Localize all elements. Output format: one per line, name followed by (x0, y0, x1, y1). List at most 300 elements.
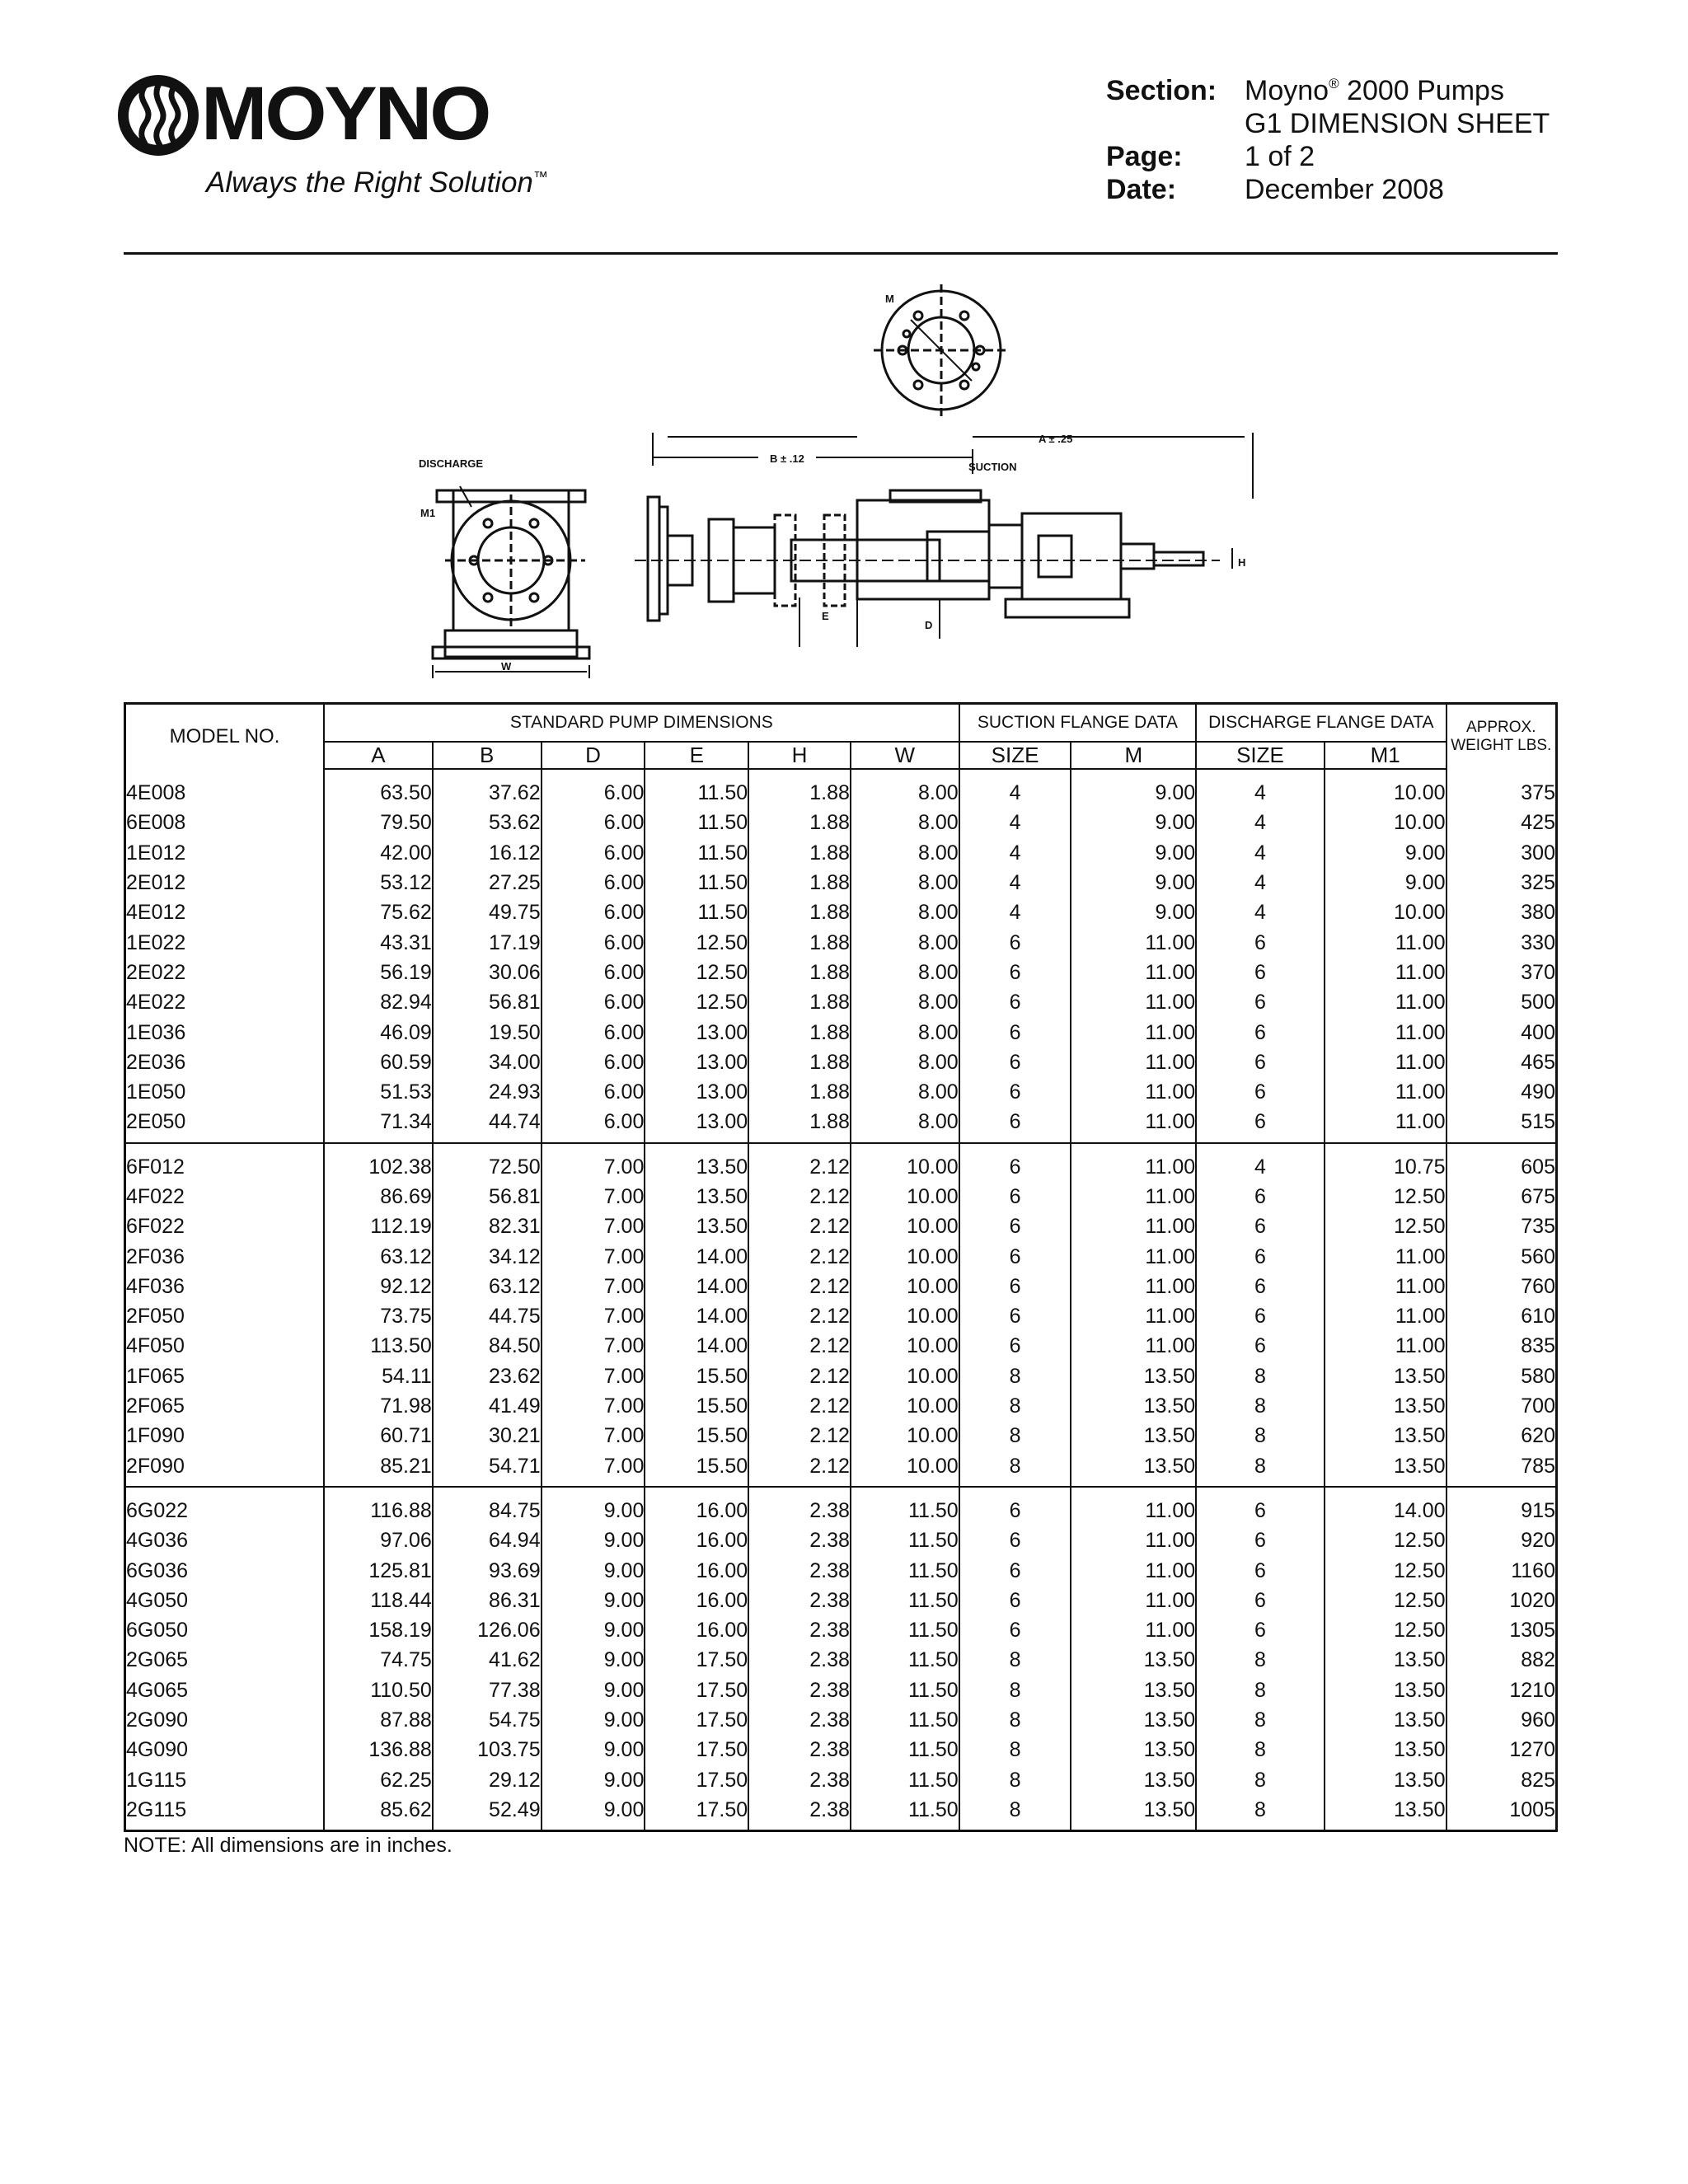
model-number-cell: 1E012 (126, 841, 186, 865)
table-cell: 11.00 (1071, 1047, 1196, 1077)
column-header: E (645, 742, 748, 769)
table-cell: 2.38 (748, 1487, 851, 1526)
table-cell: 44.75 (433, 1301, 542, 1331)
column-header: H (748, 742, 851, 769)
model-number-cell: 2E012 (126, 871, 186, 895)
table-cell: 4 (1196, 838, 1325, 868)
table-cell: 34.12 (433, 1241, 542, 1271)
table-cell: 12.50 (645, 958, 748, 987)
table-cell: 6 (1196, 1487, 1325, 1526)
table-cell: 12.50 (1325, 1526, 1447, 1555)
table-row (125, 1182, 1557, 1212)
table-cell: 6 (1196, 1107, 1325, 1142)
table-cell: 1.88 (748, 1077, 851, 1107)
model-group (125, 1143, 1557, 1487)
table-cell: 10.00 (851, 1143, 959, 1182)
table-cell: 9.00 (542, 1675, 645, 1705)
table-cell: 4 (1196, 898, 1325, 927)
table-cell: 13.50 (1325, 1675, 1447, 1705)
table-cell: 6 (959, 1487, 1071, 1526)
section-label: Section: (1106, 75, 1217, 106)
table-cell: 8 (959, 1645, 1071, 1675)
table-cell: 9.00 (1071, 868, 1196, 898)
table-cell: 1160 (1447, 1555, 1557, 1585)
table-cell: 30.06 (433, 958, 542, 987)
table-cell: 12.50 (645, 987, 748, 1017)
table-cell: 14.00 (645, 1272, 748, 1301)
table-cell: 6 (959, 1301, 1071, 1331)
table-cell: 8 (959, 1361, 1071, 1391)
m-label: M (885, 293, 894, 305)
table-cell: 1.88 (748, 769, 851, 808)
table-cell: 8 (959, 1451, 1071, 1487)
table-cell: 9.00 (542, 1645, 645, 1675)
table-cell: 13.00 (645, 1017, 748, 1047)
table-cell: 8.00 (851, 1047, 959, 1077)
model-group (125, 769, 1557, 1143)
table-cell: 13.50 (1325, 1391, 1447, 1421)
table-cell: 1.88 (748, 1047, 851, 1077)
table-cell: 97.06 (324, 1526, 433, 1555)
table-cell: 9.00 (1071, 808, 1196, 837)
table-cell: 2.12 (748, 1331, 851, 1361)
table-cell: 54.11 (324, 1361, 433, 1391)
document-meta (1106, 74, 1550, 206)
table-cell: 4 (1196, 769, 1325, 808)
table-cell: 14.00 (645, 1241, 748, 1271)
table-cell: 2.38 (748, 1675, 851, 1705)
table-cell: 465 (1447, 1047, 1557, 1077)
table-cell: 16.00 (645, 1555, 748, 1585)
header-rule (124, 252, 1558, 255)
table-cell: 37.62 (433, 769, 542, 808)
table-row (125, 1586, 1557, 1615)
table-cell: 13.50 (645, 1143, 748, 1182)
table-cell: 6 (959, 1555, 1071, 1585)
table-cell: 30.21 (433, 1421, 542, 1451)
table-cell: 11.00 (1325, 958, 1447, 987)
model-number-cell: 4E022 (126, 991, 186, 1015)
table-row (125, 1735, 1557, 1765)
table-cell: 11.00 (1325, 1331, 1447, 1361)
table-cell: 11.50 (851, 1645, 959, 1675)
table-row (125, 1212, 1557, 1241)
table-cell: 380 (1447, 898, 1557, 927)
table-cell: 116.88 (324, 1487, 433, 1526)
table-cell: 17.50 (645, 1765, 748, 1795)
table-cell: 7.00 (542, 1241, 645, 1271)
table-cell: 6 (959, 958, 1071, 987)
m1-label: M1 (420, 507, 436, 519)
table-cell: 2.12 (748, 1301, 851, 1331)
table-cell: 4 (1196, 808, 1325, 837)
table-cell: 785 (1447, 1451, 1557, 1487)
table-cell: 8.00 (851, 1077, 959, 1107)
table-cell: 13.50 (1071, 1675, 1196, 1705)
model-number-cell: 6G036 (126, 1558, 189, 1582)
table-cell: 12.50 (645, 927, 748, 957)
table-cell: 11.00 (1071, 1143, 1196, 1182)
table-cell: 13.00 (645, 1047, 748, 1077)
model-number-cell: 4G090 (126, 1738, 189, 1762)
model-number-cell: 2G115 (126, 1797, 187, 1821)
table-cell: 11.00 (1071, 1331, 1196, 1361)
table-cell: 9.00 (1325, 868, 1447, 898)
table-row (125, 987, 1557, 1017)
table-cell: 54.75 (433, 1705, 542, 1735)
table-row (125, 1361, 1557, 1391)
section-value: Moyno® 2000 Pumps (1245, 75, 1504, 106)
table-cell: 63.12 (433, 1272, 542, 1301)
table-cell: 882 (1447, 1645, 1557, 1675)
table-cell: 11.00 (1071, 1272, 1196, 1301)
table-cell: 11.00 (1071, 1487, 1196, 1526)
table-cell: 300 (1447, 838, 1557, 868)
table-cell: 11.50 (645, 838, 748, 868)
table-cell: 13.50 (645, 1182, 748, 1212)
table-cell: 10.00 (851, 1241, 959, 1271)
model-number-cell: 1G115 (126, 1768, 187, 1792)
table-cell: 16.00 (645, 1586, 748, 1615)
table-cell: 9.00 (542, 1765, 645, 1795)
tagline: Always the Right Solution™ (206, 166, 548, 199)
table-cell: 325 (1447, 868, 1557, 898)
pump-dimension-drawing (396, 284, 1352, 680)
table-cell: 7.00 (542, 1421, 645, 1451)
table-cell: 71.98 (324, 1391, 433, 1421)
table-cell: 85.21 (324, 1451, 433, 1487)
table-cell: 118.44 (324, 1586, 433, 1615)
table-cell: 11.50 (851, 1795, 959, 1831)
table-cell: 13.00 (645, 1077, 748, 1107)
table-cell: 71.34 (324, 1107, 433, 1142)
table-cell: 515 (1447, 1107, 1557, 1142)
table-cell: 12.50 (1325, 1586, 1447, 1615)
table-cell: 13.50 (1325, 1421, 1447, 1451)
table-cell: 2.38 (748, 1645, 851, 1675)
table-cell: 6 (959, 1586, 1071, 1615)
table-cell: 10.00 (851, 1331, 959, 1361)
table-cell: 136.88 (324, 1735, 433, 1765)
table-cell: 11.00 (1325, 1077, 1447, 1107)
table-cell: 6 (1196, 1077, 1325, 1107)
table-cell: 6 (1196, 1182, 1325, 1212)
table-cell: 11.00 (1071, 987, 1196, 1017)
table-cell: 8 (959, 1675, 1071, 1705)
table-cell: 1.88 (748, 958, 851, 987)
table-cell: 8.00 (851, 769, 959, 808)
table-cell: 6 (959, 1017, 1071, 1047)
suction-flange-header: SUCTION FLANGE DATA (959, 704, 1196, 743)
table-cell: 158.19 (324, 1615, 433, 1645)
table-cell: 6 (1196, 1241, 1325, 1271)
table-cell: 51.53 (324, 1077, 433, 1107)
table-cell: 15.50 (645, 1391, 748, 1421)
model-number-cell: 1E022 (126, 930, 186, 954)
model-number-cell: 1F090 (126, 1424, 185, 1448)
table-cell: 44.74 (433, 1107, 542, 1142)
table-row (125, 808, 1557, 837)
table-cell: 82.94 (324, 987, 433, 1017)
table-cell: 112.19 (324, 1212, 433, 1241)
table-row (125, 1526, 1557, 1555)
table-cell: 7.00 (542, 1331, 645, 1361)
table-cell: 63.12 (324, 1241, 433, 1271)
table-cell: 84.75 (433, 1487, 542, 1526)
table-cell: 6.00 (542, 838, 645, 868)
table-cell: 2.38 (748, 1555, 851, 1585)
suction-label: SUCTION (968, 461, 1017, 473)
table-cell: 700 (1447, 1391, 1557, 1421)
table-cell: 1270 (1447, 1735, 1557, 1765)
table-cell: 11.00 (1325, 1017, 1447, 1047)
table-cell: 15.50 (645, 1421, 748, 1451)
table-row (125, 1272, 1557, 1301)
table-cell: 60.59 (324, 1047, 433, 1077)
table-cell: 12.50 (1325, 1182, 1447, 1212)
table-cell: 93.69 (433, 1555, 542, 1585)
table-cell: 4 (1196, 1143, 1325, 1182)
discharge-flange-header: DISCHARGE FLANGE DATA (1196, 704, 1446, 743)
table-cell: 400 (1447, 1017, 1557, 1047)
table-cell: 125.81 (324, 1555, 433, 1585)
table-row (125, 1555, 1557, 1585)
table-cell: 6 (1196, 1526, 1325, 1555)
model-number-cell: 2F036 (126, 1244, 185, 1268)
table-cell: 85.62 (324, 1795, 433, 1831)
table-cell: 6.00 (542, 868, 645, 898)
table-cell: 102.38 (324, 1143, 433, 1182)
table-cell: 6 (1196, 1586, 1325, 1615)
table-cell: 54.71 (433, 1451, 542, 1487)
model-number-cell: 4E012 (126, 901, 186, 925)
table-cell: 2.12 (748, 1241, 851, 1271)
model-number-cell: 2G065 (126, 1648, 189, 1672)
table-cell: 2.12 (748, 1421, 851, 1451)
table-cell: 1020 (1447, 1586, 1557, 1615)
table-cell: 11.00 (1071, 1586, 1196, 1615)
table-cell: 11.50 (645, 898, 748, 927)
table-cell: 113.50 (324, 1331, 433, 1361)
table-cell: 2.38 (748, 1615, 851, 1645)
table-cell: 1.88 (748, 927, 851, 957)
w-label: W (501, 660, 512, 673)
model-number-cell: 4E008 (126, 780, 186, 804)
table-cell: 103.75 (433, 1735, 542, 1765)
table-cell: 11.00 (1071, 1301, 1196, 1331)
pump-assembly-view (635, 433, 1253, 647)
table-row (125, 958, 1557, 987)
table-cell: 6.00 (542, 1107, 645, 1142)
table-cell: 4 (959, 838, 1071, 868)
table-cell: 13.50 (1325, 1735, 1447, 1765)
table-cell: 6 (1196, 1331, 1325, 1361)
table-cell: 13.50 (1325, 1795, 1447, 1831)
column-header: A (324, 742, 433, 769)
table-cell: 13.50 (1071, 1645, 1196, 1675)
model-number-cell: 2E050 (126, 1110, 186, 1134)
table-cell: 17.50 (645, 1675, 748, 1705)
model-number-cell: 1F065 (126, 1364, 185, 1388)
table-cell: 11.50 (851, 1735, 959, 1765)
table-cell: 370 (1447, 958, 1557, 987)
table-row (125, 898, 1557, 927)
table-cell: 500 (1447, 987, 1557, 1017)
table-cell: 6.00 (542, 927, 645, 957)
column-header: SIZE (1196, 742, 1325, 769)
table-cell: 63.50 (324, 769, 433, 808)
table-cell: 2.38 (748, 1705, 851, 1735)
table-cell: 53.62 (433, 808, 542, 837)
table-cell: 87.88 (324, 1705, 433, 1735)
moyno-emblem-icon (117, 74, 199, 157)
table-cell: 8.00 (851, 868, 959, 898)
table-cell: 8.00 (851, 1107, 959, 1142)
table-cell: 8 (1196, 1361, 1325, 1391)
table-cell: 2.12 (748, 1361, 851, 1391)
table-cell: 8.00 (851, 927, 959, 957)
table-row (125, 1645, 1557, 1675)
table-cell: 6 (959, 1272, 1071, 1301)
table-cell: 11.00 (1325, 987, 1447, 1017)
table-cell: 6 (959, 1526, 1071, 1555)
table-cell: 7.00 (542, 1143, 645, 1182)
table-cell: 14.00 (1325, 1487, 1447, 1526)
table-cell: 11.00 (1325, 1107, 1447, 1142)
table-cell: 10.00 (851, 1361, 959, 1391)
table-cell: 620 (1447, 1421, 1557, 1451)
table-cell: 13.50 (1071, 1795, 1196, 1831)
table-cell: 13.00 (645, 1107, 748, 1142)
footnote: NOTE: All dimensions are in inches. (124, 1834, 452, 1857)
table-cell: 825 (1447, 1765, 1557, 1795)
table-cell: 13.50 (1071, 1421, 1196, 1451)
model-number-cell: 4G065 (126, 1678, 189, 1702)
table-cell: 6.00 (542, 958, 645, 987)
table-cell: 11.00 (1071, 1182, 1196, 1212)
table-cell: 16.00 (645, 1487, 748, 1526)
table-cell: 12.50 (1325, 1212, 1447, 1241)
table-cell: 2.12 (748, 1143, 851, 1182)
table-cell: 6.00 (542, 808, 645, 837)
model-number-cell: 4F050 (126, 1334, 185, 1358)
table-cell: 77.38 (433, 1675, 542, 1705)
table-cell: 7.00 (542, 1212, 645, 1241)
table-cell: 62.25 (324, 1765, 433, 1795)
table-cell: 79.50 (324, 808, 433, 837)
table-cell: 8 (1196, 1705, 1325, 1735)
table-cell: 10.00 (851, 1451, 959, 1487)
table-row (125, 1615, 1557, 1645)
table-cell: 675 (1447, 1182, 1557, 1212)
table-cell: 11.50 (851, 1615, 959, 1645)
table-cell: 8 (959, 1765, 1071, 1795)
table-cell: 11.00 (1325, 1301, 1447, 1331)
date-label: Date: (1106, 174, 1177, 205)
table-cell: 11.00 (1071, 927, 1196, 957)
table-cell: 60.71 (324, 1421, 433, 1451)
table-row (125, 1705, 1557, 1735)
table-cell: 56.81 (433, 987, 542, 1017)
table-cell: 13.50 (1071, 1451, 1196, 1487)
table-cell: 7.00 (542, 1301, 645, 1331)
table-cell: 1.88 (748, 987, 851, 1017)
table-cell: 43.31 (324, 927, 433, 957)
table-cell: 16.12 (433, 838, 542, 868)
table-cell: 13.50 (1071, 1361, 1196, 1391)
table-cell: 6.00 (542, 1077, 645, 1107)
table-cell: 6 (959, 1107, 1071, 1142)
table-cell: 41.49 (433, 1391, 542, 1421)
table-cell: 11.50 (851, 1705, 959, 1735)
table-cell: 11.50 (851, 1487, 959, 1526)
table-cell: 7.00 (542, 1272, 645, 1301)
table-cell: 560 (1447, 1241, 1557, 1271)
table-cell: 12.50 (1325, 1555, 1447, 1585)
table-cell: 13.50 (1071, 1391, 1196, 1421)
table-cell: 8.00 (851, 1017, 959, 1047)
table-cell: 2.12 (748, 1451, 851, 1487)
table-cell: 6 (1196, 1212, 1325, 1241)
table-row (125, 1331, 1557, 1361)
table-cell: 10.75 (1325, 1143, 1447, 1182)
table-cell: 6 (1196, 1272, 1325, 1301)
table-cell: 19.50 (433, 1017, 542, 1047)
table-cell: 375 (1447, 769, 1557, 808)
table-cell: 610 (1447, 1301, 1557, 1331)
model-header: MODEL NO. (169, 725, 280, 748)
table-cell: 330 (1447, 927, 1557, 957)
table-cell: 735 (1447, 1212, 1557, 1241)
section-subtitle: G1 DIMENSION SHEET (1245, 108, 1550, 139)
table-cell: 4 (959, 769, 1071, 808)
column-header: SIZE (959, 742, 1071, 769)
table-cell: 12.50 (1325, 1615, 1447, 1645)
table-cell: 7.00 (542, 1451, 645, 1487)
table-row (125, 868, 1557, 898)
column-header: M1 (1325, 742, 1447, 769)
table-cell: 2.38 (748, 1795, 851, 1831)
table-cell: 6 (1196, 1555, 1325, 1585)
table-cell: 11.00 (1071, 1017, 1196, 1047)
table-cell: 17.50 (645, 1645, 748, 1675)
table-cell: 23.62 (433, 1361, 542, 1391)
table-cell: 915 (1447, 1487, 1557, 1526)
suction-flange-view (874, 284, 1009, 416)
table-cell: 9.00 (1071, 838, 1196, 868)
table-row (125, 1675, 1557, 1705)
table-cell: 9.00 (542, 1555, 645, 1585)
d-dimension-label: D (925, 619, 933, 631)
table-cell: 13.50 (1325, 1645, 1447, 1675)
table-cell: 2.38 (748, 1526, 851, 1555)
table-cell: 6.00 (542, 1047, 645, 1077)
table-cell: 11.50 (851, 1586, 959, 1615)
moyno-logo (117, 72, 490, 157)
table-cell: 1.88 (748, 838, 851, 868)
table-cell: 10.00 (851, 1212, 959, 1241)
table-cell: 9.00 (1325, 838, 1447, 868)
table-cell: 27.25 (433, 868, 542, 898)
table-cell: 7.00 (542, 1182, 645, 1212)
table-cell: 13.50 (1325, 1361, 1447, 1391)
table-cell: 84.50 (433, 1331, 542, 1361)
table-cell: 8 (959, 1735, 1071, 1765)
table-cell: 490 (1447, 1077, 1557, 1107)
table-cell: 1.88 (748, 898, 851, 927)
table-cell: 4 (959, 808, 1071, 837)
table-cell: 8 (1196, 1795, 1325, 1831)
